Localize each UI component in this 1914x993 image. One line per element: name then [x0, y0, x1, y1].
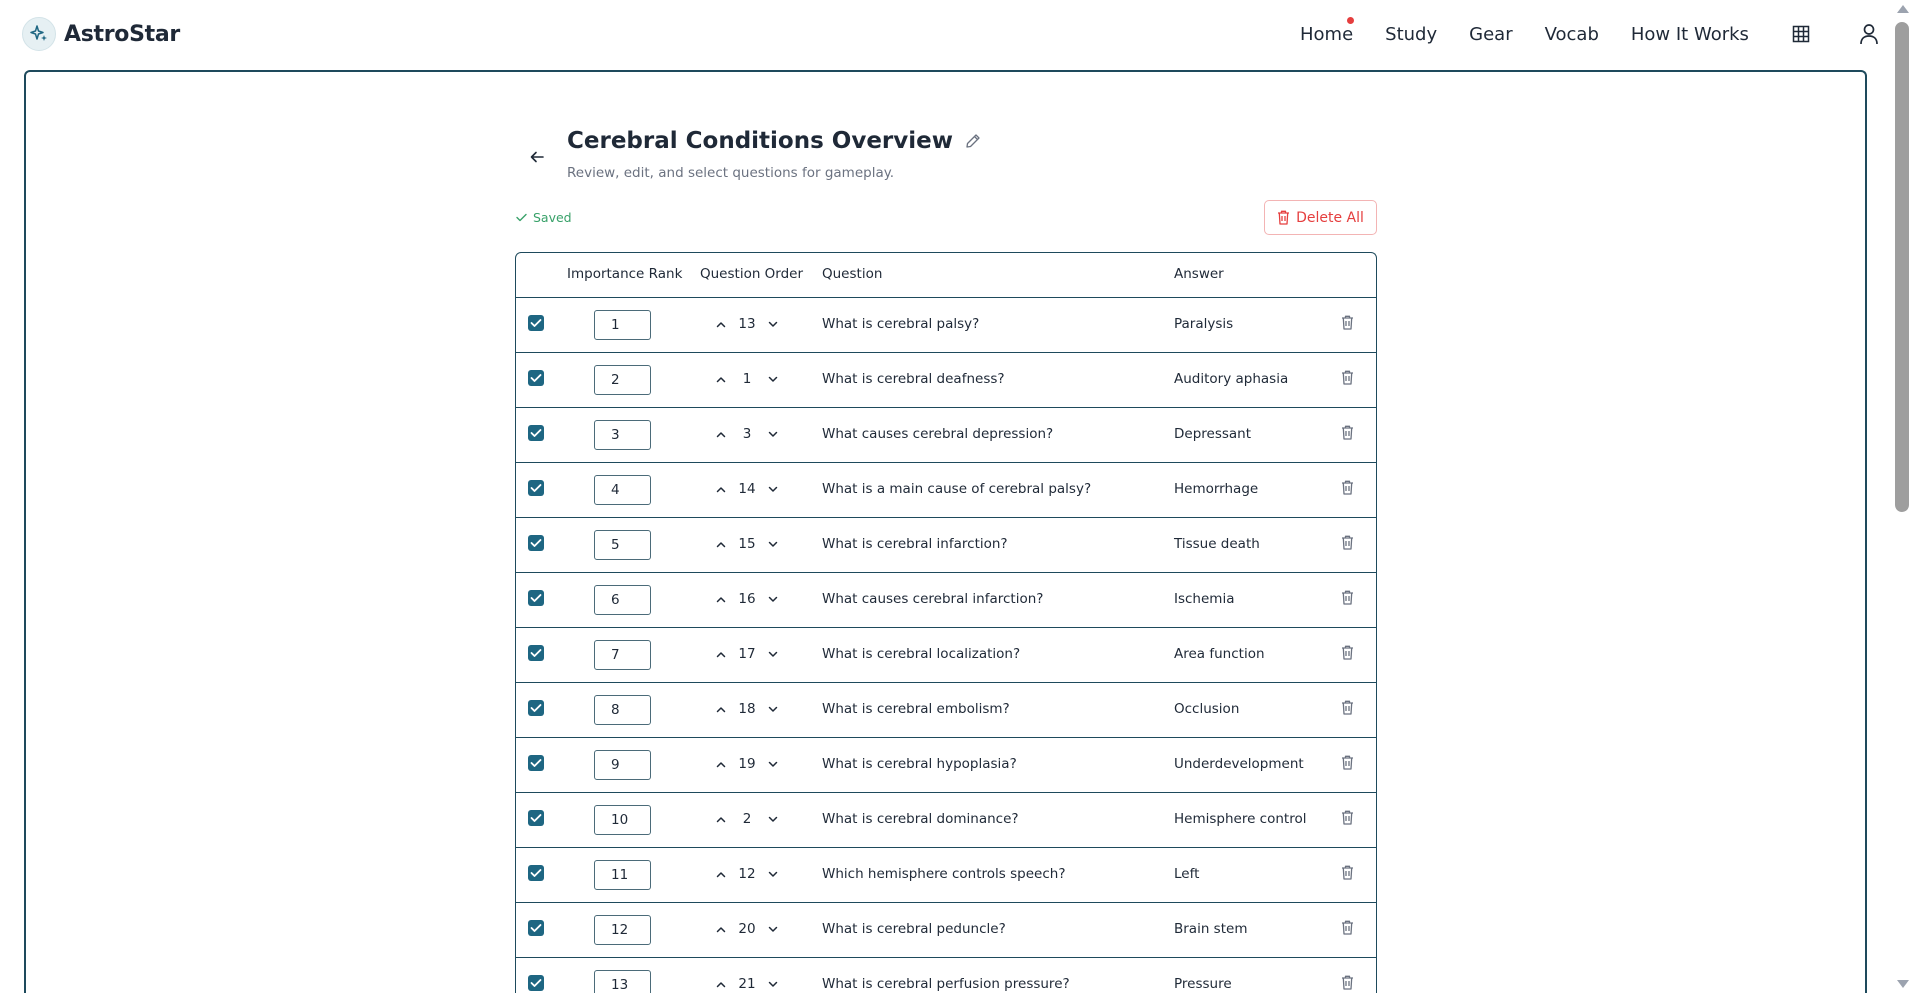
answer-text: Pressure: [1174, 976, 1232, 992]
chevron-up-icon[interactable]: [716, 761, 726, 768]
trash-icon[interactable]: [1341, 810, 1354, 825]
question-order-control: [716, 809, 778, 829]
importance-rank-input[interactable]: 3: [594, 420, 651, 450]
trash-icon[interactable]: [1341, 645, 1354, 660]
delete-all-label: Delete All: [1296, 209, 1364, 226]
checkmark-icon: [530, 428, 542, 438]
back-arrow-icon[interactable]: [527, 147, 547, 167]
chevron-up-icon[interactable]: [716, 321, 726, 328]
saved-label: Saved: [533, 210, 572, 225]
delete-all-button[interactable]: [1264, 200, 1377, 235]
question-order-control: [716, 864, 778, 884]
brand-logo[interactable]: [22, 17, 180, 51]
importance-rank-input[interactable]: 11: [594, 860, 651, 890]
row-checkbox[interactable]: [528, 315, 544, 331]
question-order-value: 18: [738, 701, 756, 717]
header-question-order: Question Order: [700, 266, 804, 282]
table-row: [516, 518, 1376, 573]
chevron-down-icon[interactable]: [768, 816, 778, 823]
checkmark-icon: [530, 593, 542, 603]
table-header: [516, 253, 1376, 298]
row-checkbox[interactable]: [528, 535, 544, 551]
chevron-up-icon[interactable]: [716, 926, 726, 933]
importance-rank-input[interactable]: 7: [594, 640, 651, 670]
question-text: What is cerebral embolism?: [822, 701, 1010, 717]
row-checkbox[interactable]: [528, 370, 544, 386]
table-row: [516, 298, 1376, 353]
question-order-control: [716, 534, 778, 554]
checkmark-icon: [530, 483, 542, 493]
question-text: What is cerebral hypoplasia?: [822, 756, 1017, 772]
answer-text: Hemisphere control: [1174, 811, 1307, 827]
question-order-value: 19: [738, 756, 756, 772]
question-text: What is cerebral perfusion pressure?: [822, 976, 1070, 992]
table-row: [516, 683, 1376, 738]
page-subtitle: Review, edit, and select questions for gameplay.: [567, 165, 895, 181]
row-checkbox[interactable]: [528, 700, 544, 716]
importance-rank-input[interactable]: 9: [594, 750, 651, 780]
chevron-down-icon[interactable]: [768, 431, 778, 438]
trash-icon[interactable]: [1341, 590, 1354, 605]
notification-dot: [1347, 17, 1354, 24]
question-order-control: [716, 754, 778, 774]
top-navigation: [0, 0, 1890, 68]
trash-icon[interactable]: [1341, 370, 1354, 385]
question-order-value: 1: [742, 371, 752, 387]
question-order-control: [716, 919, 778, 939]
table-body: [516, 298, 1376, 993]
trash-icon: [1277, 210, 1290, 225]
question-text: What causes cerebral infarction?: [822, 591, 1044, 607]
importance-rank-input[interactable]: 4: [594, 475, 651, 505]
question-order-control: [716, 589, 778, 609]
chevron-down-icon[interactable]: [768, 376, 778, 383]
row-checkbox[interactable]: [528, 810, 544, 826]
row-checkbox[interactable]: [528, 480, 544, 496]
question-text: What is cerebral infarction?: [822, 536, 1008, 552]
row-checkbox[interactable]: [528, 975, 544, 991]
question-order-control: [716, 479, 778, 499]
nav-home[interactable]: Home: [1300, 23, 1354, 45]
question-order-value: 14: [738, 481, 756, 497]
nav-gear[interactable]: Gear: [1469, 23, 1513, 45]
table-row: [516, 848, 1376, 903]
answer-text: Hemorrhage: [1174, 481, 1259, 497]
scroll-down-icon[interactable]: [1897, 980, 1909, 988]
importance-rank-input[interactable]: 1: [594, 310, 651, 340]
chevron-up-icon[interactable]: [716, 376, 726, 383]
answer-text: Paralysis: [1174, 316, 1234, 332]
header-question: Question: [822, 266, 883, 282]
question-order-value: 13: [738, 316, 756, 332]
chevron-up-icon[interactable]: [716, 816, 726, 823]
trash-icon[interactable]: [1341, 700, 1354, 715]
importance-rank-input[interactable]: 12: [594, 915, 651, 945]
trash-icon[interactable]: [1341, 480, 1354, 495]
chevron-up-icon[interactable]: [716, 431, 726, 438]
brand-name: AstroStar: [64, 21, 180, 47]
importance-rank-input[interactable]: 8: [594, 695, 651, 725]
answer-text: Occlusion: [1174, 701, 1240, 717]
question-order-control: [716, 974, 778, 993]
table-row: [516, 628, 1376, 683]
table-row: [516, 408, 1376, 463]
answer-text: Depressant: [1174, 426, 1252, 442]
chevron-up-icon[interactable]: [716, 981, 726, 988]
answer-text: Auditory aphasia: [1174, 371, 1289, 387]
table-row: [516, 903, 1376, 958]
question-order-value: 12: [738, 866, 756, 882]
checkmark-icon: [530, 923, 542, 933]
importance-rank-input[interactable]: 10: [594, 805, 651, 835]
sparkle-icon: [22, 17, 56, 51]
check-icon: [516, 213, 527, 222]
question-text: What is cerebral palsy?: [822, 316, 980, 332]
chevron-down-icon[interactable]: [768, 321, 778, 328]
question-order-control: [716, 644, 778, 664]
chevron-up-icon[interactable]: [716, 486, 726, 493]
table-row: [516, 738, 1376, 793]
question-order-value: 21: [738, 976, 756, 992]
scrollbar-thumb[interactable]: [1895, 22, 1909, 512]
main-nav: [1300, 22, 1881, 46]
checkmark-icon: [530, 868, 542, 878]
row-checkbox[interactable]: [528, 425, 544, 441]
page-title: Cerebral Conditions Overview: [567, 128, 954, 154]
checkmark-icon: [530, 978, 542, 988]
question-text: What is cerebral deafness?: [822, 371, 1005, 387]
chevron-up-icon[interactable]: [716, 871, 726, 878]
row-checkbox[interactable]: [528, 590, 544, 606]
checkmark-icon: [530, 648, 542, 658]
importance-rank-input[interactable]: 2: [594, 365, 651, 395]
table-row: [516, 793, 1376, 848]
table-row: [516, 353, 1376, 408]
row-checkbox[interactable]: [528, 645, 544, 661]
checkmark-icon: [530, 318, 542, 328]
checkmark-icon: [530, 758, 542, 768]
nav-how-it-works[interactable]: How It Works: [1630, 23, 1749, 45]
chevron-up-icon[interactable]: [716, 706, 726, 713]
chevron-down-icon[interactable]: [768, 871, 778, 878]
trash-icon[interactable]: [1341, 755, 1354, 770]
trash-icon[interactable]: [1341, 425, 1354, 440]
title-row: [567, 128, 981, 154]
question-order-value: 2: [742, 811, 752, 827]
trash-icon[interactable]: [1341, 535, 1354, 550]
trash-icon[interactable]: [1341, 920, 1354, 935]
chevron-down-icon[interactable]: [768, 541, 778, 548]
question-text: What is cerebral localization?: [822, 646, 1021, 662]
answer-text: Underdevelopment: [1174, 756, 1304, 772]
table-row: [516, 463, 1376, 518]
answer-text: Brain stem: [1174, 921, 1248, 937]
chevron-down-icon[interactable]: [768, 651, 778, 658]
answer-text: Tissue death: [1174, 536, 1260, 552]
page-scrollbar[interactable]: [1890, 0, 1914, 993]
question-text: Which hemisphere controls speech?: [822, 866, 1066, 882]
chevron-down-icon[interactable]: [768, 486, 778, 493]
checkmark-icon: [530, 373, 542, 383]
nav-study[interactable]: Study: [1385, 23, 1438, 45]
table-row: [516, 573, 1376, 628]
question-order-value: 16: [738, 591, 756, 607]
header-importance-rank: Importance Rank: [567, 266, 683, 282]
chevron-down-icon[interactable]: [768, 926, 778, 933]
question-order-control: [716, 699, 778, 719]
question-text: What is cerebral dominance?: [822, 811, 1019, 827]
trash-icon[interactable]: [1341, 975, 1354, 990]
question-text: What is a main cause of cerebral palsy?: [822, 481, 1092, 497]
question-order-control: [716, 369, 778, 389]
trash-icon[interactable]: [1341, 865, 1354, 880]
row-checkbox[interactable]: [528, 920, 544, 936]
grid-icon[interactable]: [1789, 22, 1813, 46]
checkmark-icon: [530, 703, 542, 713]
question-text: What causes cerebral depression?: [822, 426, 1054, 442]
trash-icon[interactable]: [1341, 315, 1354, 330]
chevron-down-icon[interactable]: [768, 706, 778, 713]
answer-text: Left: [1174, 866, 1200, 882]
header-answer: Answer: [1174, 266, 1224, 282]
checkmark-icon: [530, 813, 542, 823]
pencil-icon[interactable]: [965, 133, 981, 149]
question-order-value: 17: [738, 646, 756, 662]
row-checkbox[interactable]: [528, 755, 544, 771]
user-icon[interactable]: [1857, 22, 1881, 46]
chevron-up-icon[interactable]: [716, 596, 726, 603]
importance-rank-input[interactable]: 6: [594, 585, 651, 615]
question-text: What is cerebral peduncle?: [822, 921, 1006, 937]
chevron-down-icon[interactable]: [768, 596, 778, 603]
row-checkbox[interactable]: [528, 865, 544, 881]
nav-vocab[interactable]: Vocab: [1544, 23, 1599, 45]
importance-rank-input[interactable]: 5: [594, 530, 651, 560]
chevron-down-icon[interactable]: [768, 761, 778, 768]
importance-rank-input[interactable]: 13: [594, 970, 651, 993]
question-order-value: 3: [742, 426, 752, 442]
chevron-down-icon[interactable]: [768, 981, 778, 988]
question-order-control: [716, 424, 778, 444]
scroll-up-icon[interactable]: [1897, 5, 1909, 13]
chevron-up-icon[interactable]: [716, 651, 726, 658]
question-order-value: 15: [738, 536, 756, 552]
question-order-control: [716, 314, 778, 334]
chevron-up-icon[interactable]: [716, 541, 726, 548]
checkmark-icon: [530, 538, 542, 548]
table-row: [516, 958, 1376, 993]
answer-text: Ischemia: [1174, 591, 1235, 607]
questions-table: [515, 252, 1377, 993]
question-order-value: 20: [738, 921, 756, 937]
saved-status: [516, 210, 572, 225]
answer-text: Area function: [1174, 646, 1265, 662]
